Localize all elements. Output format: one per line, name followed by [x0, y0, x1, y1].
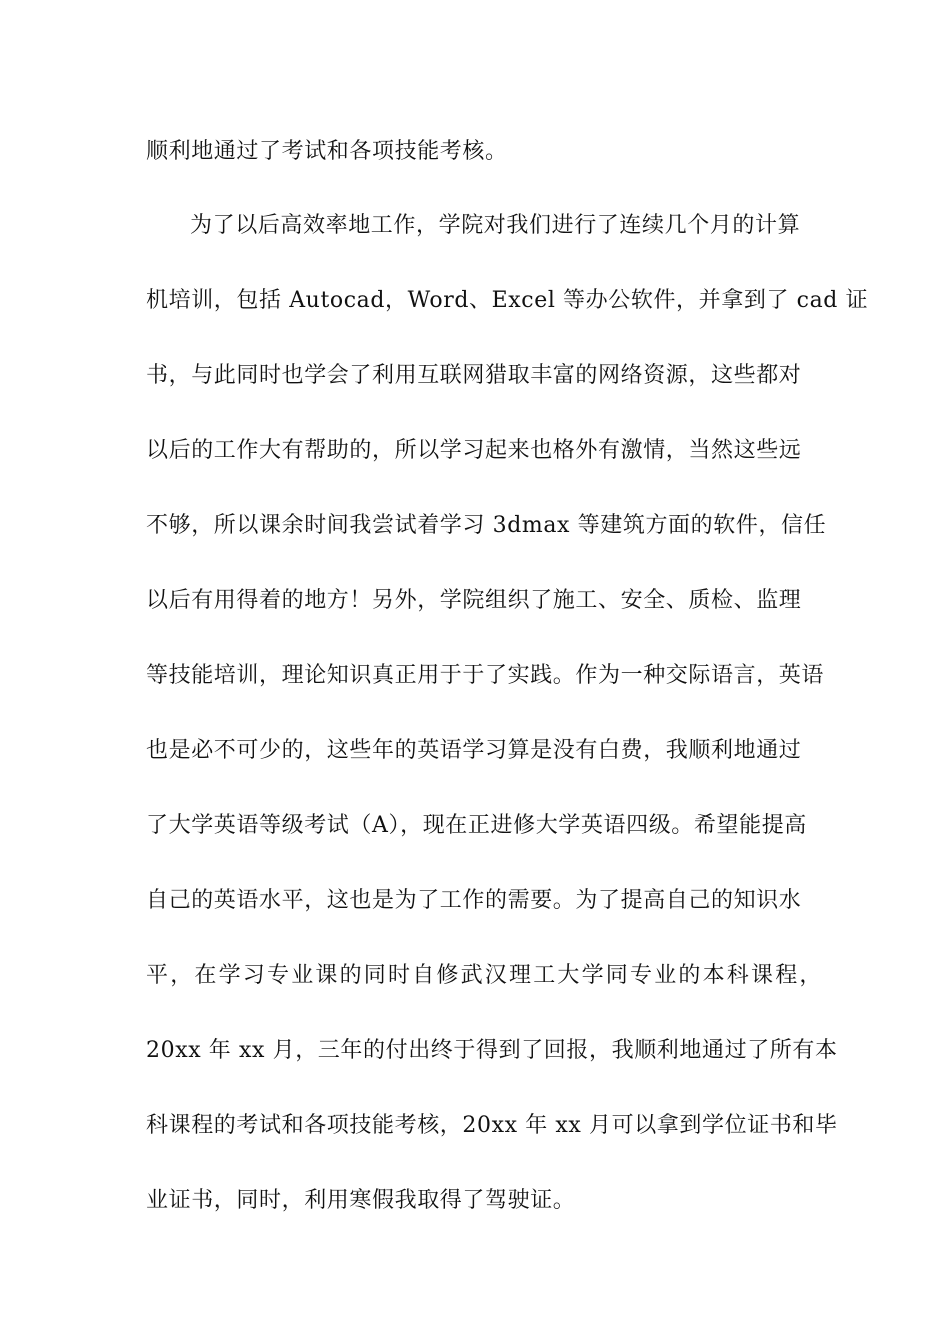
paragraph-line-12: 平，在学习专业课的同时自修武汉理工大学同专业的本科课程， [146, 963, 824, 988]
paragraph-line-13: 20xx 年 xx 月，三年的付出终于得到了回报，我顺利地通过了所有本 [146, 1038, 838, 1063]
paragraph-line-7: 以后有用得着的地方！另外，学院组织了施工、安全、质检、监理 [146, 588, 802, 613]
paragraph-line-8: 等技能培训，理论知识真正用于于了实践。作为一种交际语言，英语 [146, 663, 825, 688]
paragraph-line-2: 为了以后高效率地工作，学院对我们进行了连续几个月的计算 [190, 213, 801, 238]
paragraph-line-15: 业证书，同时，利用寒假我取得了驾驶证。 [146, 1188, 576, 1213]
paragraph-line-6: 不够，所以课余时间我尝试着学习 3dmax 等建筑方面的软件，信任 [146, 513, 827, 538]
paragraph-line-11: 自己的英语水平，这也是为了工作的需要。为了提高自己的知识水 [146, 888, 802, 913]
paragraph-line-3: 机培训，包括 Autocad，Word、Excel 等办公软件，并拿到了 cad 证 [146, 288, 869, 313]
paragraph-line-10: 了大学英语等级考试（A），现在正进修大学英语四级。希望能提高 [146, 813, 807, 838]
paragraph-line-4: 书，与此同时也学会了利用互联网猎取丰富的网络资源，这些都对 [146, 363, 802, 388]
paragraph-line-1: 顺利地通过了考试和各项技能考核。 [146, 139, 508, 164]
paragraph-line-14: 科课程的考试和各项技能考核，20xx 年 xx 月可以拿到学位证书和毕 [146, 1113, 838, 1138]
paragraph-line-5: 以后的工作大有帮助的，所以学习起来也格外有激情，当然这些远 [146, 438, 802, 463]
paragraph-line-9: 也是必不可少的，这些年的英语学习算是没有白费，我顺利地通过 [146, 738, 802, 763]
